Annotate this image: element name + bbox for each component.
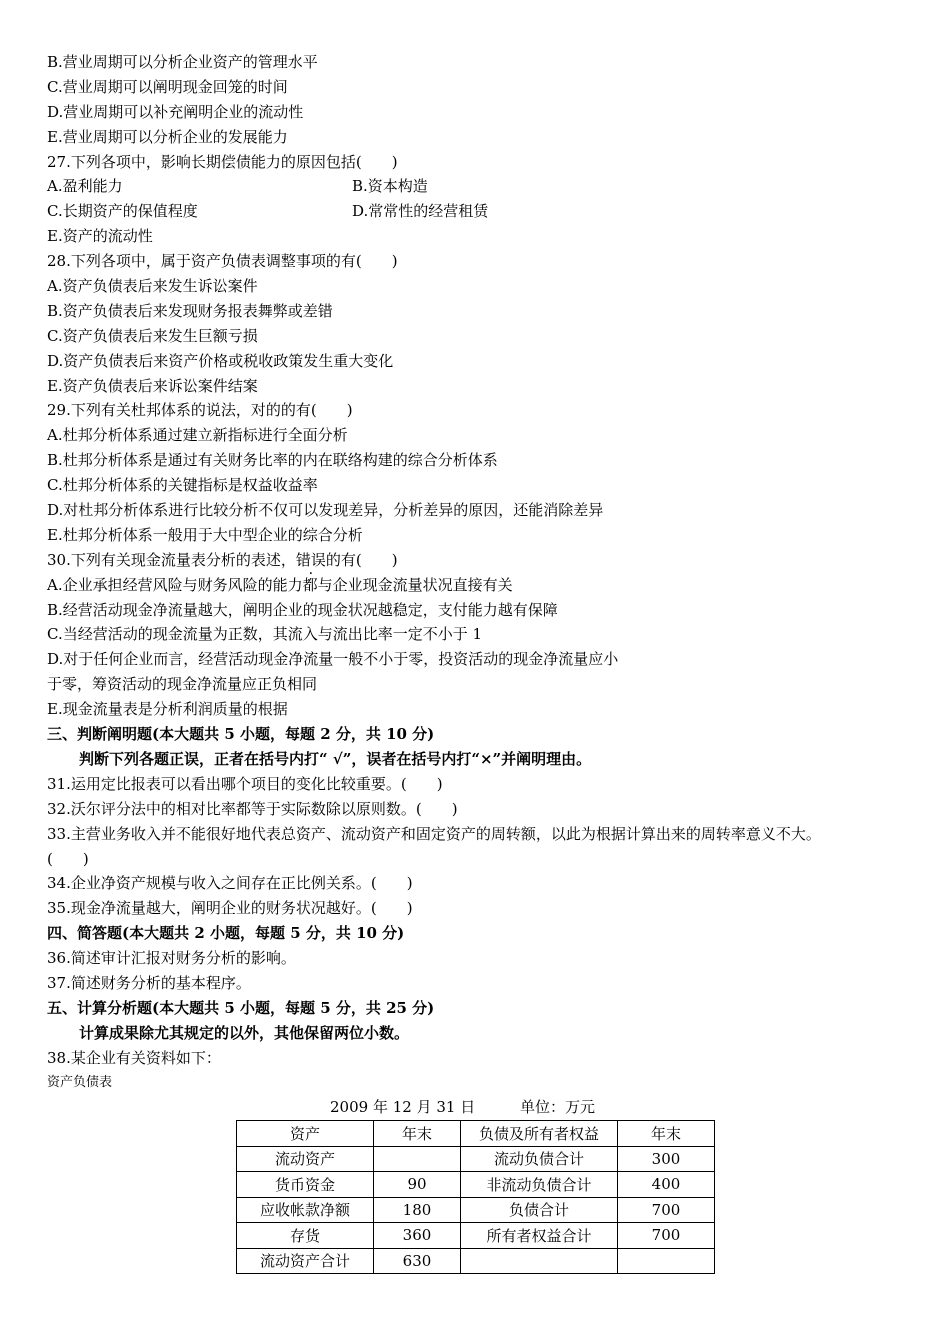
table-caption xyxy=(330,1096,635,1117)
table-unit: 单位：万元 xyxy=(519,1098,595,1116)
table-title: 资产负债表 xyxy=(47,1074,113,1090)
text-line: B.营业周期可以分析企业资产的管理水平 xyxy=(47,53,318,71)
table-cell xyxy=(374,1146,461,1172)
option: D.对于任何企业而言，经营活动现金净流量一般不小于零，投资活动的现金净流量应小 xyxy=(47,650,619,669)
table-cell: 180 xyxy=(374,1197,461,1223)
option: E.杜邦分析体系一般用于大中型企业的综合分析 xyxy=(47,525,363,544)
table-cell: 流动资产合计 xyxy=(237,1248,374,1274)
balance-sheet-table xyxy=(236,1120,715,1274)
table-cell: 630 xyxy=(374,1248,461,1274)
table-cell: 700 xyxy=(618,1223,715,1249)
question-item: 32.沃尔评分法中的相对比率都等于实际数除以原则数。( ) xyxy=(47,799,458,818)
section-5-title: 五、计算分析题(本大题共 5 小题，每题 5 分，共 25 分) xyxy=(47,998,435,1017)
table-row xyxy=(237,1248,715,1274)
option-a: A.盈利能力 xyxy=(47,177,123,196)
table-cell xyxy=(461,1248,618,1274)
option: D.资产负债表后来资产价格或税收政策发生重大变化 xyxy=(47,351,394,370)
question-27-row xyxy=(47,174,917,199)
question-29-stem: 29.下列有关杜邦体系的说法，对的的有( ) xyxy=(47,401,353,420)
question-38-stem: 38.某企业有关资料如下： xyxy=(47,1048,221,1067)
text-line: E.营业周期可以分析企业的发展能力 xyxy=(47,127,288,146)
table-cell: 700 xyxy=(618,1197,715,1223)
table-row xyxy=(237,1197,715,1223)
question-30-stem xyxy=(47,548,917,573)
option-b: B.资本构造 xyxy=(352,177,428,196)
option: C.当经营活动的现金流量为正数，其流入与流出比率一定不小于 1 xyxy=(47,625,483,644)
option-e: E.资产的流动性 xyxy=(47,227,153,246)
table-row xyxy=(237,1223,715,1249)
table-cell: 应收帐款净额 xyxy=(237,1197,374,1223)
table-cell xyxy=(618,1248,715,1274)
question-27-row xyxy=(47,199,917,224)
option: E.现金流量表是分析利润质量的根据 xyxy=(47,700,288,719)
stem-text: 30.下列有关现金流量表分析的表述， xyxy=(47,550,296,569)
section-3-instruction: 判断下列各题正误，正者在括号内打“ √”，误者在括号内打“×”并阐明理由。 xyxy=(79,749,592,768)
table-cell: 300 xyxy=(618,1146,715,1172)
question-item-continued: ( ) xyxy=(47,849,89,868)
question-item: 37.简述财务分析的基本程序。 xyxy=(47,973,251,992)
option: B.经营活动现金净流量越大，阐明企业的现金状况越稳定，支付能力越有保障 xyxy=(47,600,558,619)
table-cell: 400 xyxy=(618,1172,715,1198)
table-cell: 货币资金 xyxy=(237,1172,374,1198)
question-28-stem: 28.下列各项中，属于资产负债表调整事项的有( ) xyxy=(47,252,398,271)
option: C.资产负债表后来发生巨额亏损 xyxy=(47,326,258,345)
table-cell: 负债合计 xyxy=(461,1197,618,1223)
option: B.杜邦分析体系是通过有关财务比率的内在联络构建的综合分析体系 xyxy=(47,451,498,470)
header-cell: 年末 xyxy=(618,1121,715,1147)
question-item: 31.运用定比报表可以看出哪个项目的变化比较重要。( ) xyxy=(47,774,443,793)
option-c: C.长期资产的保值程度 xyxy=(47,202,198,221)
option-d: D.常常性的经营租赁 xyxy=(352,202,489,221)
question-item: 36.简述审计汇报对财务分析的影响。 xyxy=(47,949,296,968)
table-row xyxy=(237,1146,715,1172)
section-5-instruction: 计算成果除尤其规定的以外，其他保留两位小数。 xyxy=(79,1023,410,1042)
document-page xyxy=(47,50,917,1095)
option: B.资产负债表后来发现财务报表舞弊或差错 xyxy=(47,301,333,320)
table-cell: 流动资产 xyxy=(237,1146,374,1172)
text-line: D.营业周期可以补充阐明企业的流动性 xyxy=(47,102,304,121)
table-cell: 90 xyxy=(374,1172,461,1198)
emphasis-word: 错误 xyxy=(295,550,326,569)
option: E.资产负债表后来诉讼案件结案 xyxy=(47,376,258,395)
question-item: 33.主营业务收入并不能很好地代表总资产、流动资产和固定资产的周转额，以此为根据计算出来的周转率意义不大。 xyxy=(47,824,821,843)
stem-text: 的有( ) xyxy=(325,550,398,569)
text-line: C.营业周期可以阐明现金回笼的时间 xyxy=(47,77,288,96)
option: A.杜邦分析体系通过建立新指标进行全面分析 xyxy=(47,426,348,445)
table-cell: 存货 xyxy=(237,1223,374,1249)
table-row xyxy=(237,1172,715,1198)
table-header-row xyxy=(237,1121,715,1147)
option-continued: 于零，筹资活动的现金净流量应正负相同 xyxy=(47,675,318,694)
option: C.杜邦分析体系的关键指标是权益收益率 xyxy=(47,476,318,495)
option: A.企业承担经营风险与财务风险的能力都与企业现金流量状况直接有关 xyxy=(47,575,513,594)
option: A.资产负债表后来发生诉讼案件 xyxy=(47,277,258,296)
section-4-title: 四、简答题(本大题共 2 小题，每题 5 分，共 10 分) xyxy=(47,924,405,943)
option: D.对杜邦分析体系进行比较分析不仅可以发现差异，分析差异的原因，还能消除差异 xyxy=(47,501,604,520)
question-27-stem: 27.下列各项中，影响长期偿债能力的原因包括( ) xyxy=(47,152,398,171)
question-item: 35.现金净流量越大，阐明企业的财务状况越好。( ) xyxy=(47,899,413,918)
table-cell: 所有者权益合计 xyxy=(461,1223,618,1249)
table-cell: 非流动负债合计 xyxy=(461,1172,618,1198)
table-cell: 流动负债合计 xyxy=(461,1146,618,1172)
header-cell: 负债及所有者权益 xyxy=(461,1121,618,1147)
header-cell: 年末 xyxy=(374,1121,461,1147)
header-cell: 资产 xyxy=(237,1121,374,1147)
section-3-title: 三、判断阐明题(本大题共 5 小题，每题 2 分，共 10 分) xyxy=(47,725,435,744)
question-item: 34.企业净资产规模与收入之间存在正比例关系。( ) xyxy=(47,874,413,893)
table-cell: 360 xyxy=(374,1223,461,1249)
table-date: 2009 年 12 月 31 日 xyxy=(330,1098,476,1116)
